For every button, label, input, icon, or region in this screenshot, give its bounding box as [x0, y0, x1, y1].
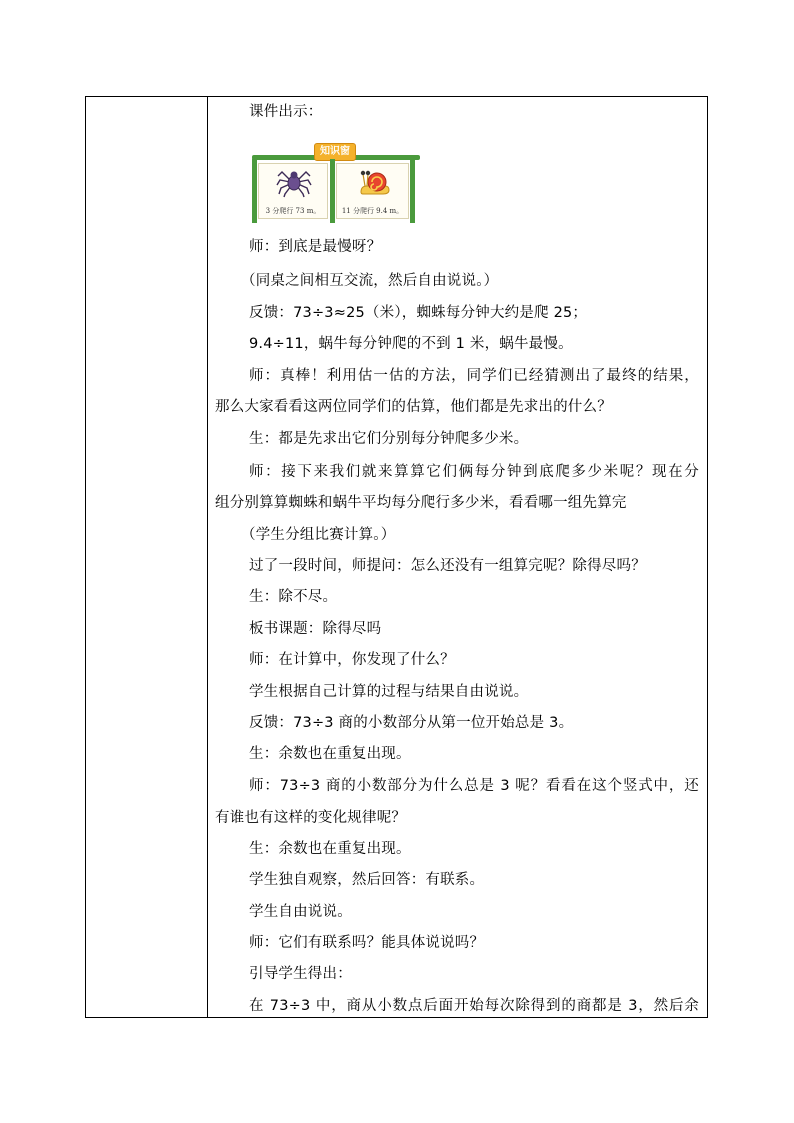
knowledge-window-sign: 知识窗: [314, 143, 356, 161]
text-line: 在 73÷3 中，商从小数点后面开始每次除得到的商都是 3，然后余: [249, 998, 699, 1014]
post-left: [252, 159, 257, 223]
text-line: 生：除不尽。: [249, 589, 338, 605]
text-line: （学生分组比赛计算。）: [241, 527, 396, 543]
text-line: 生：余数也在重复出现。: [249, 841, 411, 857]
snail-caption: 11 分爬行 9.4 m。: [341, 207, 404, 215]
text-line: 师：73÷3 商的小数部分为什么总是 3 呢？看看在这个竖式中，还: [249, 778, 699, 794]
text-line: （同桌之间相互交流，然后自由说说。）: [241, 273, 499, 289]
text-line: 反馈：73÷3≈25（米），蜘蛛每分钟大约是爬 25；: [249, 305, 588, 321]
spider-caption: 3 分爬行 73 m。: [265, 207, 321, 215]
text-line: 生：都是先求出它们分别每分钟爬多少米。: [249, 431, 529, 447]
text-line: 师：在计算中，你发现了什么？: [249, 652, 455, 668]
text-line: 师：接下来我们就来算算它们俩每分钟到底爬多少米呢？现在分: [249, 464, 699, 480]
text-line: 师：真棒！利用估一估的方法，同学们已经猜测出了最终的结果，: [249, 368, 699, 384]
content-column: [209, 97, 707, 1017]
text-line: 9.4÷11，蜗牛每分钟爬的不到 1 米，蜗牛最慢。: [249, 336, 573, 352]
post-right: [410, 159, 415, 223]
knowledge-window-illustration: [252, 143, 420, 225]
snail-icon: [357, 166, 391, 198]
snail-board: [336, 163, 409, 219]
spider-board: [258, 163, 328, 219]
text-line: 有谁也有这样的变化规律呢？: [215, 810, 407, 826]
text-line: 反馈：73÷3 商的小数部分从第一位开始总是 3。: [249, 715, 574, 731]
left-column: [86, 97, 208, 1017]
text-line: 过了一段时间，师提问：怎么还没有一组算完呢？除得尽吗？: [249, 558, 646, 574]
text-line: 那么大家看看这两位同学们的估算，他们都是先求出的什么？: [215, 399, 612, 415]
text-line: 师：到底是最慢呀？: [249, 239, 382, 255]
text-line: 学生自由说说。: [249, 904, 352, 920]
lesson-table: [85, 96, 708, 1018]
text-line: 学生根据自己计算的过程与结果自由说说。: [249, 684, 529, 700]
text-line: 学生独自观察，然后回答：有联系。: [249, 872, 485, 888]
text-line: 生：余数也在重复出现。: [249, 746, 411, 762]
post-middle: [330, 159, 335, 223]
text-line: 课件出示：: [249, 104, 323, 120]
text-line: 板书课题：除得尽吗: [249, 621, 382, 637]
text-line: 组分别算算蜘蛛和蜗牛平均每分爬行多少米，看看哪一组先算完: [215, 495, 627, 511]
text-line: 引导学生得出：: [249, 966, 352, 982]
spider-icon: [276, 166, 312, 198]
text-line: 师：它们有联系吗？能具体说说吗？: [249, 935, 485, 951]
